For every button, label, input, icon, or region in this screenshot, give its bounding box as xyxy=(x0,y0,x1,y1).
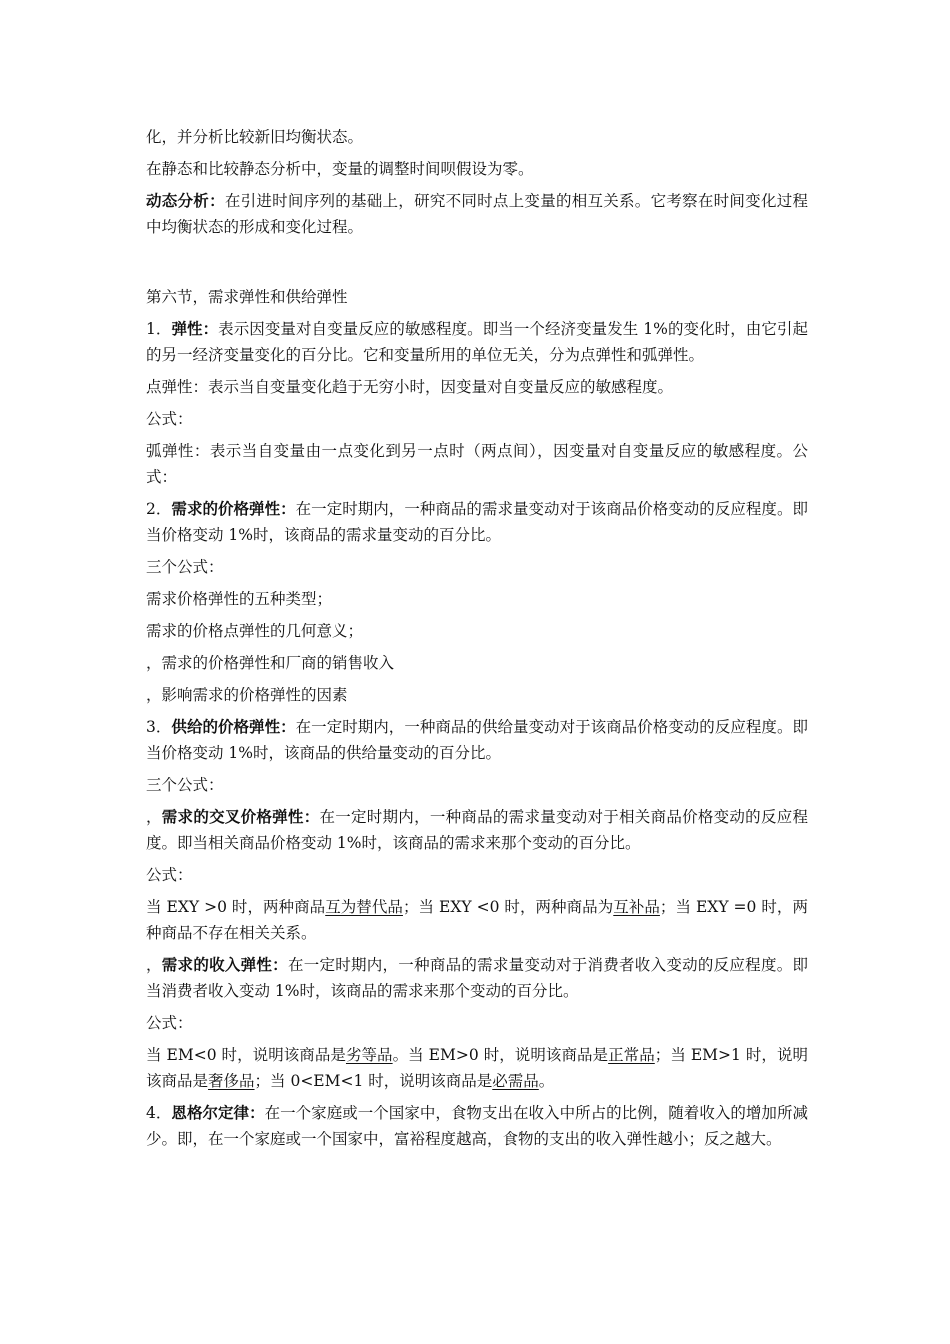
item-number: 3． xyxy=(146,718,172,736)
paragraph-sales-revenue: ，需求的价格弹性和厂商的销售收入 xyxy=(146,654,395,672)
term-normal-goods: 正常品 xyxy=(608,1046,655,1064)
paragraph-arc-elasticity: 弧弹性：表示当自变量由一点变化到另一点时（两点间），因变量对自变量反应的敏感程度。公式： xyxy=(146,442,808,486)
term-luxury-goods: 奢侈品 xyxy=(208,1072,255,1090)
paragraph-formula-label: 公式： xyxy=(146,410,193,428)
paragraph-point-elasticity: 点弹性：表示当自变量变化趋于无穷小时，因变量对自变量反应的敏感程度。 xyxy=(146,378,674,396)
paragraph-price-elasticity-demand xyxy=(146,496,808,548)
paragraph-geometric-meaning: 需求的价格点弹性的几何意义； xyxy=(146,622,364,640)
term-substitutes: 互为替代品 xyxy=(325,898,403,916)
text-segment: 。 xyxy=(538,1072,555,1090)
term-separator: ： xyxy=(303,807,320,826)
term-necessities: 必需品 xyxy=(492,1072,539,1090)
paragraph-income-elasticity xyxy=(146,952,808,1004)
term-dynamic-analysis: 动态分析 xyxy=(146,191,210,210)
text-segment: ；当 EM>1 时，说明该商品是 xyxy=(146,1046,809,1090)
term-separator: ： xyxy=(202,319,219,338)
paragraph-formula-label: 公式： xyxy=(146,1014,193,1032)
definition-text: 在一定时期内，一种商品的供给量变动对于该商品价格变动的反应程度。即当价格变动 1%时，该商品的供给量变动的百分比。 xyxy=(146,718,808,762)
paragraph-engels-law xyxy=(146,1100,808,1152)
item-number: 2． xyxy=(146,500,172,518)
paragraph-dynamic-analysis xyxy=(146,188,808,240)
term-price-elasticity-supply: 供给的价格弹性 xyxy=(171,717,281,736)
term-engels-law: 恩格尔定律 xyxy=(171,1103,250,1122)
term-income-elasticity: 需求的收入弹性 xyxy=(161,955,273,974)
text-segment: 当 EXY >0 时，两种商品 xyxy=(146,898,326,916)
paragraph-three-formulas: 三个公式： xyxy=(146,558,224,576)
term-inferior-goods: 劣等品 xyxy=(345,1046,393,1064)
term-separator: ： xyxy=(209,191,225,210)
term-separator: ： xyxy=(280,717,296,736)
paragraph-five-types: 需求价格弹性的五种类型； xyxy=(146,590,333,608)
term-complements: 互补品 xyxy=(613,898,660,916)
term-elasticity: 弹性 xyxy=(171,319,203,338)
paragraph-static-analysis: 在静态和比较静态分析中，变量的调整时间呗假设为零。 xyxy=(146,160,534,178)
document-page xyxy=(146,124,808,1158)
text-segment: ；当 0<EM<1 时，说明该商品是 xyxy=(254,1072,493,1090)
paragraph-exy-cases xyxy=(146,894,808,946)
text-segment: ；当 EXY =0 时，两种商品不存在相关关系。 xyxy=(146,898,808,942)
item-number: 4． xyxy=(146,1104,172,1122)
item-number: ， xyxy=(146,808,162,826)
term-cross-elasticity: 需求的交叉价格弹性 xyxy=(161,807,304,826)
text-segment: 。当 EM>0 时，说明该商品是 xyxy=(392,1046,609,1064)
item-number: ， xyxy=(146,956,162,974)
section-heading: 第六节，需求弹性和供给弹性 xyxy=(146,288,348,306)
paragraph-three-formulas: 三个公式： xyxy=(146,776,224,794)
term-price-elasticity-demand: 需求的价格弹性 xyxy=(171,499,281,518)
term-separator: ： xyxy=(280,499,296,518)
term-separator: ： xyxy=(249,1103,265,1122)
paragraph-price-elasticity-supply xyxy=(146,714,808,766)
definition-text: 在一定时期内，一种商品的需求量变动对于该商品价格变动的反应程度。即当价格变动 1%时，该商品的需求量变动的百分比。 xyxy=(146,500,808,544)
paragraph-continuation: 化，并分析比较新旧均衡状态。 xyxy=(146,128,364,146)
paragraph-elasticity xyxy=(146,316,808,368)
item-number: 1． xyxy=(146,320,172,338)
term-separator: ： xyxy=(272,955,288,974)
paragraph-cross-elasticity xyxy=(146,804,808,856)
paragraph-factors: ，影响需求的价格弹性的因素 xyxy=(146,686,348,704)
definition-text: 在引进时间序列的基础上，研究不同时点上变量的相互关系。它考察在时间变化过程中均衡状态的形成和变化过程。 xyxy=(146,192,808,236)
text-segment: ；当 EXY <0 时，两种商品为 xyxy=(402,898,614,916)
definition-text: 在一定时期内，一种商品的需求量变动对于相关商品价格变动的反应程度。即当相关商品价格变动 1%时，该商品的需求来那个变动的百分比。 xyxy=(146,808,808,852)
text-segment: 当 EM<0 时，说明该商品是 xyxy=(146,1046,346,1064)
paragraph-em-cases xyxy=(146,1042,808,1094)
definition-text: 在一定时期内，一种商品的需求量变动对于消费者收入变动的反应程度。即当消费者收入变动 1%时，该商品的需求来那个变动的百分比。 xyxy=(146,956,808,1000)
definition-text: 在一个家庭或一个国家中，食物支出在收入中所占的比例，随着收入的增加所减少。即，在一个家庭或一个国家中，富裕程度越高，食物的支出的收入弹性越小；反之越大。 xyxy=(146,1104,808,1148)
definition-text: 表示因变量对自变量反应的敏感程度。即当一个经济变量发生 1%的变化时，由它引起的另一经济变量变化的百分比。它和变量所用的单位无关，分为点弹性和弧弹性。 xyxy=(146,320,808,364)
paragraph-formula-label: 公式： xyxy=(146,866,193,884)
